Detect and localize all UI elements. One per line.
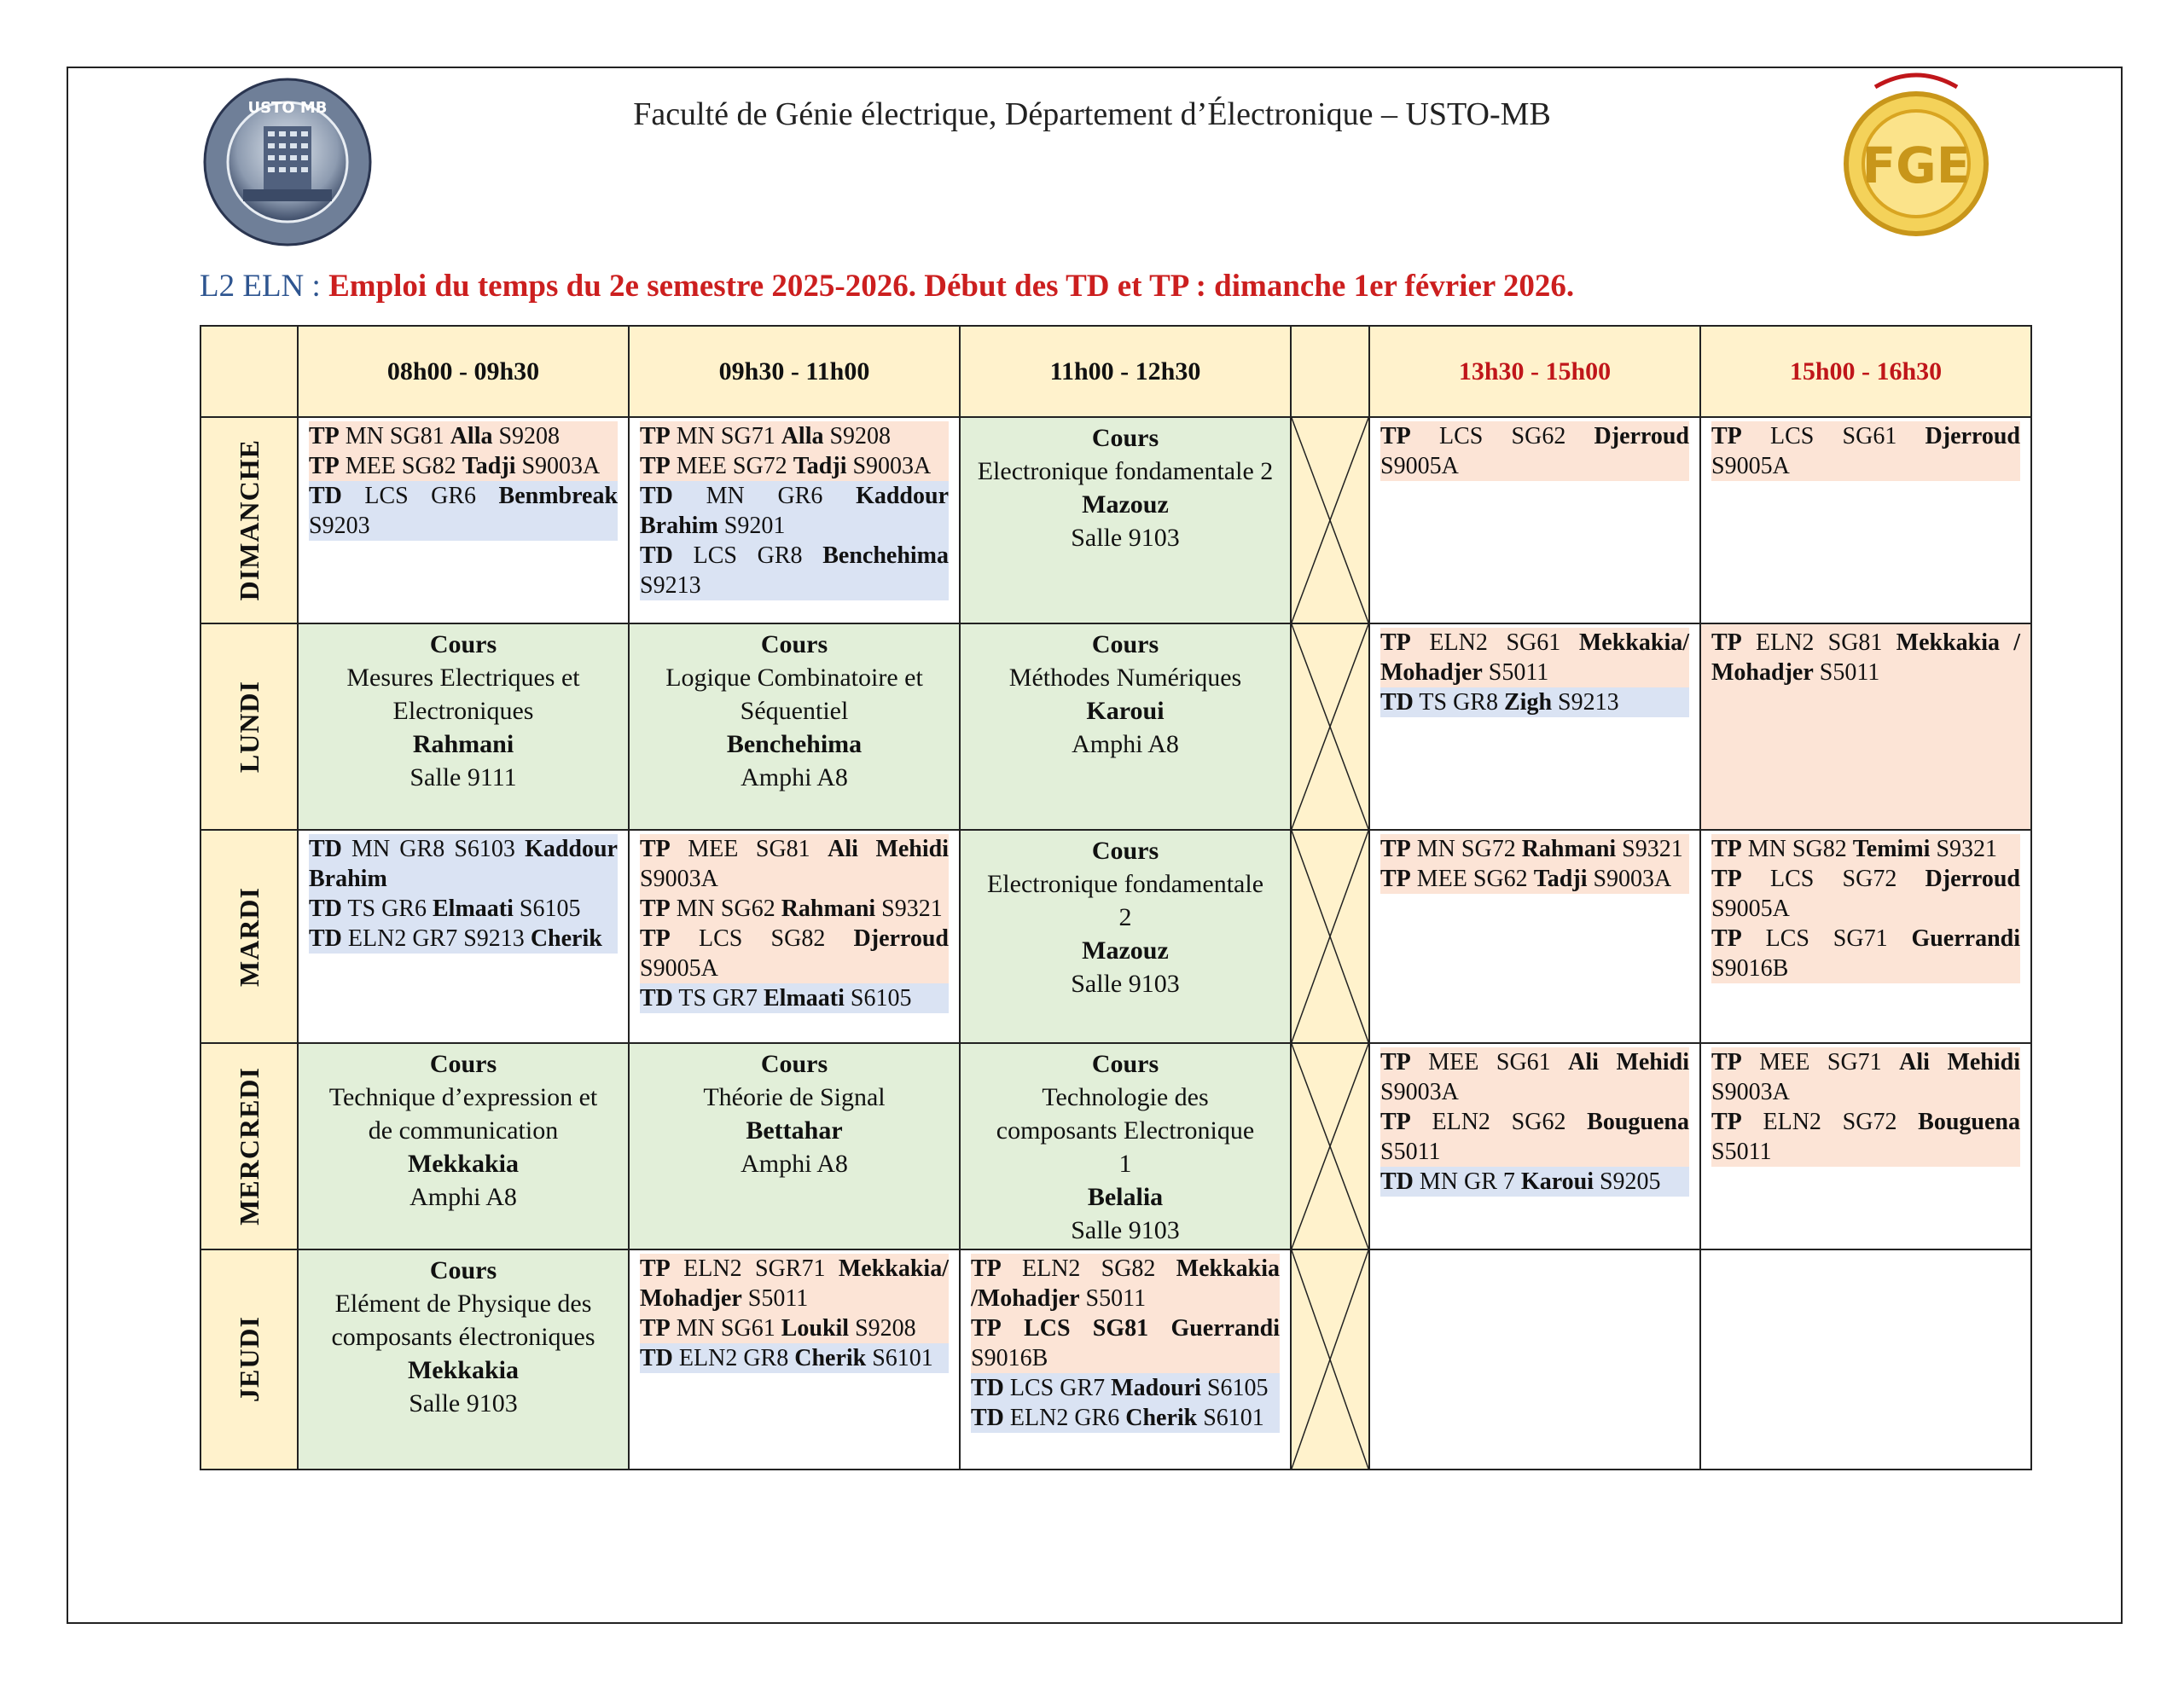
session-room: S5011 [747, 1285, 809, 1312]
session-group: ELN2 SG82 [1022, 1255, 1156, 1282]
tp-session [640, 1313, 949, 1343]
tp-session [1380, 834, 1689, 864]
session-professor: Mekkakia /Mohadjer [971, 1255, 1281, 1312]
session-room: S5011 [1711, 1139, 1772, 1165]
session-group: MEE SG72 [676, 453, 787, 479]
tp-session [971, 1313, 1280, 1373]
corner-cell [200, 326, 298, 417]
lunch-break-cell [1291, 623, 1369, 830]
session-kind: TP [640, 896, 671, 922]
session-professor: Kaddour Brahim [309, 836, 618, 892]
cours-title: Cours [760, 1050, 828, 1078]
day-label: MARDI [233, 886, 264, 987]
session-professor: Djerroud [1925, 866, 2020, 892]
session-group: LCS SG61 [1769, 423, 1897, 449]
session-group: MN SG81 [345, 423, 444, 449]
cours-professor: Benchehima [726, 730, 863, 758]
cours-title: Cours [429, 630, 497, 658]
cours-professor: Belalia [1087, 1183, 1164, 1211]
lunch-break-cell [1291, 1043, 1369, 1249]
cours-room: Amphi A8 [741, 1150, 848, 1178]
session-kind: TP [1711, 925, 1742, 952]
session-professor: Cherik [794, 1345, 867, 1371]
cours-title: Cours [1091, 837, 1159, 865]
td-session [1380, 687, 1689, 717]
cours-professor: Mazouz [1082, 936, 1169, 965]
session-room: S9203 [309, 513, 370, 539]
session-room: S9003A [1380, 1079, 1459, 1105]
session-list-cell [1369, 623, 1700, 830]
cross-mark-icon [1292, 1250, 1368, 1469]
slot-header: 09h30 - 11h00 [629, 326, 960, 417]
lunch-break-cell [1291, 417, 1369, 623]
tp-session [1711, 834, 2020, 864]
cours-cell [960, 1043, 1291, 1249]
tp-session [640, 421, 949, 451]
session-group: LCS SG71 [1765, 925, 1888, 952]
session-professor: Elmaati [763, 985, 845, 1012]
cours-room: Salle 9111 [410, 763, 517, 791]
cours-room: Amphi A8 [410, 1183, 517, 1211]
session-professor: Mekkakia / Mohadjer [1711, 629, 2020, 686]
level-label: L2 ELN : [200, 269, 321, 304]
tp-session [1711, 864, 2020, 924]
cours-subject: Méthodes Numériques [1008, 664, 1242, 692]
session-room: S9208 [829, 423, 892, 449]
tp-session [309, 421, 618, 451]
session-professor: Zigh [1503, 689, 1553, 716]
day-row [200, 623, 2031, 830]
td-session [309, 834, 618, 894]
session-group: TS GR7 [678, 985, 758, 1012]
session-professor: Loukil [781, 1315, 850, 1342]
session-list-cell [1700, 830, 2031, 1043]
session-group: MN GR6 [706, 483, 823, 509]
session-kind: TD [640, 1345, 673, 1371]
slot-header: 11h00 - 12h30 [960, 326, 1291, 417]
td-session [309, 481, 618, 541]
tp-session [640, 924, 949, 983]
session-kind: TD [309, 836, 342, 862]
tp-session [1380, 628, 1689, 687]
tp-session [1711, 1047, 2020, 1107]
session-list-cell [1700, 623, 2031, 830]
session-kind: TP [1711, 1109, 1742, 1135]
day-cell [200, 1249, 298, 1470]
cross-mark-icon [1292, 418, 1368, 623]
session-group: ELN2 SG62 [1432, 1109, 1566, 1135]
session-professor: Djerroud [853, 925, 949, 952]
session-kind: TP [640, 453, 671, 479]
session-list-cell [1369, 1043, 1700, 1249]
session-room: S5011 [1380, 1139, 1441, 1165]
pause-header [1291, 326, 1369, 417]
session-professor: Ali Mehidi [1568, 1049, 1690, 1075]
cours-subject: Technique d’expression et [328, 1083, 598, 1111]
session-professor: Madouri [1111, 1375, 1201, 1401]
session-professor: Benchehima [822, 542, 949, 569]
day-row [200, 1249, 2031, 1470]
cross-mark-icon [1292, 831, 1368, 1042]
session-group: MN GR8 S6103 [351, 836, 515, 862]
usto-logo [201, 77, 374, 247]
session-list-cell [298, 417, 629, 623]
session-room: S9003A [852, 453, 932, 479]
session-room: S9321 [881, 896, 943, 922]
lunch-break-cell [1291, 830, 1369, 1043]
cours-title: Cours [1091, 424, 1159, 452]
session-list-cell [629, 1249, 960, 1470]
session-professor: Bouguena [1918, 1109, 2020, 1135]
td-session [640, 481, 949, 541]
cours-professor: Bettahar [746, 1116, 843, 1145]
session-kind: TD [640, 985, 673, 1012]
timetable [200, 325, 2032, 1470]
session-professor: Benmbreak [498, 483, 619, 509]
session-kind: TD [309, 483, 342, 509]
session-list-cell [1700, 1043, 2031, 1249]
tp-session [1711, 628, 2020, 687]
cours-title: Cours [1091, 1050, 1159, 1078]
lunch-break-cell [1291, 1249, 1369, 1470]
session-group: MN GR 7 [1419, 1168, 1515, 1195]
session-room: S9321 [1936, 836, 1998, 862]
cours-room: Salle 9103 [1071, 1216, 1180, 1244]
session-room: S9205 [1599, 1168, 1661, 1195]
schedule-title: Emploi du temps du 2e semestre 2025-2026. Début des TD et TP : dimanche 1er février 2026. [328, 269, 1575, 304]
tp-session [1380, 421, 1689, 481]
session-room: S9005A [640, 955, 718, 982]
session-room: S9003A [1593, 866, 1672, 892]
session-kind: TP [309, 453, 340, 479]
cours-subject: 2 [1118, 903, 1132, 931]
td-session [640, 983, 949, 1013]
session-group: LCS SG82 [698, 925, 826, 952]
day-cell [200, 830, 298, 1043]
cours-subject: Séquentiel [740, 697, 849, 725]
session-group: LCS SG81 [1024, 1315, 1149, 1342]
session-group: ELN2 GR6 [1009, 1405, 1120, 1431]
session-kind: TP [1380, 423, 1411, 449]
session-kind: TP [1380, 1049, 1411, 1075]
session-kind: TP [1711, 836, 1742, 862]
cours-subject: composants électroniques [331, 1323, 595, 1351]
fge-logo [1824, 70, 2008, 249]
session-list-cell [298, 830, 629, 1043]
session-group: LCS SG62 [1438, 423, 1566, 449]
session-group: ELN2 GR7 S9213 [347, 925, 525, 952]
tp-session [640, 451, 949, 481]
session-professor: Rahmani [781, 896, 876, 922]
fge-logo-text: FGE [1862, 136, 1971, 194]
session-room: S9003A [521, 453, 601, 479]
day-label: MERCREDI [233, 1067, 264, 1226]
cours-subject: Mesures Electriques et [346, 664, 580, 692]
session-room: S9213 [640, 572, 701, 599]
session-kind: TP [1711, 1049, 1742, 1075]
session-kind: TP [1380, 836, 1411, 862]
slot-header: 08h00 - 09h30 [298, 326, 629, 417]
session-kind: TD [640, 542, 673, 569]
session-room: S9016B [971, 1345, 1048, 1371]
cours-cell [298, 1043, 629, 1249]
cours-title: Cours [760, 630, 828, 658]
session-group: ELN2 SG61 [1429, 629, 1561, 656]
cours-subject: composants Electronique [996, 1116, 1255, 1145]
tp-session [971, 1254, 1280, 1313]
session-professor: Alla [781, 423, 824, 449]
session-room: S9016B [1711, 955, 1789, 982]
cours-room: Amphi A8 [741, 763, 848, 791]
session-kind: TP [640, 1255, 671, 1282]
cours-subject: Logique Combinatoire et [665, 664, 923, 692]
tp-session [640, 894, 949, 924]
session-group: ELN2 SG81 [1756, 629, 1883, 656]
session-professor: Mekkakia/ Mohadjer [1380, 629, 1690, 686]
session-professor: Kaddour Brahim [640, 483, 950, 539]
session-room: S9005A [1380, 453, 1459, 479]
session-group: MN SG62 [676, 896, 775, 922]
session-kind: TD [971, 1405, 1004, 1431]
session-group: MN SG71 [676, 423, 775, 449]
session-professor: Guerrandi [1911, 925, 2021, 952]
session-group: MEE SG82 [345, 453, 456, 479]
session-room: S6101 [1203, 1405, 1264, 1431]
session-group: MEE SG62 [1416, 866, 1528, 892]
session-kind: TP [1711, 423, 1742, 449]
session-professor: Djerroud [1925, 423, 2020, 449]
session-group: LCS SG72 [1769, 866, 1897, 892]
cours-room: Amphi A8 [1072, 730, 1179, 758]
tp-session [309, 451, 618, 481]
session-room: S9208 [855, 1315, 916, 1342]
session-professor: Mekkakia/ Mohadjer [640, 1255, 949, 1312]
timetable-body [200, 417, 2031, 1470]
session-group: ELN2 GR8 [678, 1345, 789, 1371]
cross-mark-icon [1292, 1044, 1368, 1249]
session-group: TS GR8 [1419, 689, 1498, 716]
td-session [309, 894, 618, 924]
session-professor: Cherik [1125, 1405, 1198, 1431]
session-list-cell [960, 1249, 1291, 1470]
session-room: S9213 [1558, 689, 1619, 716]
cours-room: Salle 9103 [1071, 970, 1180, 998]
timetable-header-row [200, 326, 2031, 417]
session-professor: Tadji [793, 453, 847, 479]
session-professor: Tadji [1533, 866, 1588, 892]
session-group: MN SG61 [676, 1315, 775, 1342]
cours-professor: Mekkakia [407, 1150, 520, 1178]
session-room: S6105 [1206, 1375, 1269, 1401]
session-room: S6105 [850, 985, 912, 1012]
day-label: DIMANCHE [233, 439, 264, 601]
session-professor: Djerroud [1594, 423, 1689, 449]
session-group: LCS GR8 [693, 542, 803, 569]
session-room: S5011 [1085, 1285, 1147, 1312]
td-session [309, 924, 618, 954]
session-kind: TP [1380, 629, 1411, 656]
cours-subject: Electronique fondamentale [986, 870, 1264, 898]
session-room: S5011 [1819, 659, 1880, 686]
session-group: MN SG82 [1747, 836, 1847, 862]
session-room: S6105 [519, 896, 581, 922]
session-room: S9003A [640, 866, 718, 892]
cours-cell [960, 830, 1291, 1043]
cours-cell [629, 623, 960, 830]
session-kind: TP [309, 423, 340, 449]
session-kind: TD [1380, 689, 1414, 716]
day-row [200, 830, 2031, 1043]
slot-header: 15h00 - 16h30 [1700, 326, 2031, 417]
session-group: ELN2 SGR71 [683, 1255, 826, 1282]
session-kind: TP [971, 1255, 1002, 1282]
cours-room: Salle 9103 [409, 1389, 518, 1417]
session-professor: Alla [450, 423, 493, 449]
cours-professor: Mekkakia [407, 1356, 520, 1384]
session-professor: Tadji [462, 453, 516, 479]
session-professor: Ali Mehidi [1899, 1049, 2021, 1075]
tp-session [1711, 421, 2020, 481]
cours-title: Cours [429, 1256, 497, 1284]
session-kind: TD [309, 896, 342, 922]
day-label: JEUDI [233, 1316, 264, 1403]
cross-mark-icon [1292, 624, 1368, 829]
session-group: TS GR6 [347, 896, 427, 922]
session-room: S9005A [1711, 453, 1790, 479]
cours-cell [629, 1043, 960, 1249]
cours-subject: de communication [368, 1116, 559, 1145]
day-row [200, 417, 2031, 623]
cours-cell [960, 417, 1291, 623]
session-group: MN SG72 [1416, 836, 1516, 862]
cours-subject: Elément de Physique des [334, 1290, 592, 1318]
day-cell [200, 1043, 298, 1249]
session-kind: TP [640, 925, 671, 952]
session-room: S9201 [723, 513, 786, 539]
cours-cell [960, 623, 1291, 830]
cours-subject: Théorie de Signal [703, 1083, 886, 1111]
session-room: S9321 [1622, 836, 1683, 862]
session-professor: Bouguena [1587, 1109, 1689, 1135]
session-kind: TP [971, 1315, 1002, 1342]
cours-subject: 1 [1118, 1150, 1132, 1178]
usto-logo-text: USTO MB [247, 99, 328, 117]
session-kind: TD [640, 483, 673, 509]
day-label: LUNDI [233, 680, 264, 774]
cours-subject: Electronique fondamentale 2 [977, 457, 1274, 485]
session-list-cell [1700, 417, 2031, 623]
cours-title: Cours [429, 1050, 497, 1078]
session-professor: Karoui [1520, 1168, 1594, 1195]
session-professor: Guerrandi [1170, 1315, 1281, 1342]
cours-professor: Mazouz [1082, 490, 1169, 519]
session-kind: TP [640, 836, 671, 862]
session-list-cell [629, 830, 960, 1043]
session-professor: Temimi [1852, 836, 1931, 862]
day-cell [200, 623, 298, 830]
session-group: LCS GR7 [1009, 1375, 1106, 1401]
session-room: S9208 [498, 423, 561, 449]
session-kind: TP [640, 423, 671, 449]
tp-session [1711, 924, 2020, 983]
day-cell [200, 417, 298, 623]
empty-cell [1700, 1249, 2031, 1470]
session-professor: Elmaati [432, 896, 514, 922]
cours-cell [298, 623, 629, 830]
day-row [200, 1043, 2031, 1249]
session-room: S9005A [1711, 896, 1790, 922]
session-group: ELN2 SG72 [1763, 1109, 1897, 1135]
cours-professor: Karoui [1086, 697, 1165, 725]
session-group: LCS GR6 [364, 483, 477, 509]
session-list-cell [1369, 830, 1700, 1043]
session-kind: TP [1380, 1109, 1411, 1135]
td-session [640, 1343, 949, 1373]
td-session [971, 1373, 1280, 1403]
session-group: MEE SG81 [688, 836, 810, 862]
faculty-title: Faculté de Génie électrique, Département d’Électronique – USTO-MB [633, 96, 1551, 132]
slot-header: 13h30 - 15h00 [1369, 326, 1700, 417]
session-room: S9003A [1711, 1079, 1790, 1105]
tp-session [1380, 864, 1689, 894]
tp-session [640, 834, 949, 894]
session-professor: Cherik [530, 925, 602, 952]
td-session [1380, 1167, 1689, 1197]
session-kind: TP [1711, 629, 1742, 656]
tp-session [1380, 1107, 1689, 1167]
cours-subject: Technologie des [1042, 1083, 1209, 1111]
session-professor: Ali Mehidi [828, 836, 950, 862]
session-kind: TP [640, 1315, 671, 1342]
session-group: MEE SG71 [1759, 1049, 1882, 1075]
cours-room: Salle 9103 [1071, 524, 1180, 552]
td-session [971, 1403, 1280, 1433]
cours-title: Cours [1091, 630, 1159, 658]
session-kind: TD [971, 1375, 1004, 1401]
tp-session [1711, 1107, 2020, 1167]
td-session [640, 541, 949, 600]
session-kind: TD [309, 925, 342, 952]
tp-session [640, 1254, 949, 1313]
session-list-cell [1369, 417, 1700, 623]
cours-cell [298, 1249, 629, 1470]
session-room: S5011 [1488, 659, 1549, 686]
schedule-subtitle [200, 268, 1574, 304]
session-room: S6101 [872, 1345, 933, 1371]
session-kind: TP [1380, 866, 1411, 892]
session-professor: Rahmani [1521, 836, 1617, 862]
empty-cell [1369, 1249, 1700, 1470]
session-list-cell [629, 417, 960, 623]
session-kind: TD [1380, 1168, 1414, 1195]
tp-session [1380, 1047, 1689, 1107]
session-group: MEE SG61 [1428, 1049, 1551, 1075]
cours-subject: Electroniques [392, 697, 534, 725]
session-kind: TP [1711, 866, 1742, 892]
cours-professor: Rahmani [412, 730, 514, 758]
